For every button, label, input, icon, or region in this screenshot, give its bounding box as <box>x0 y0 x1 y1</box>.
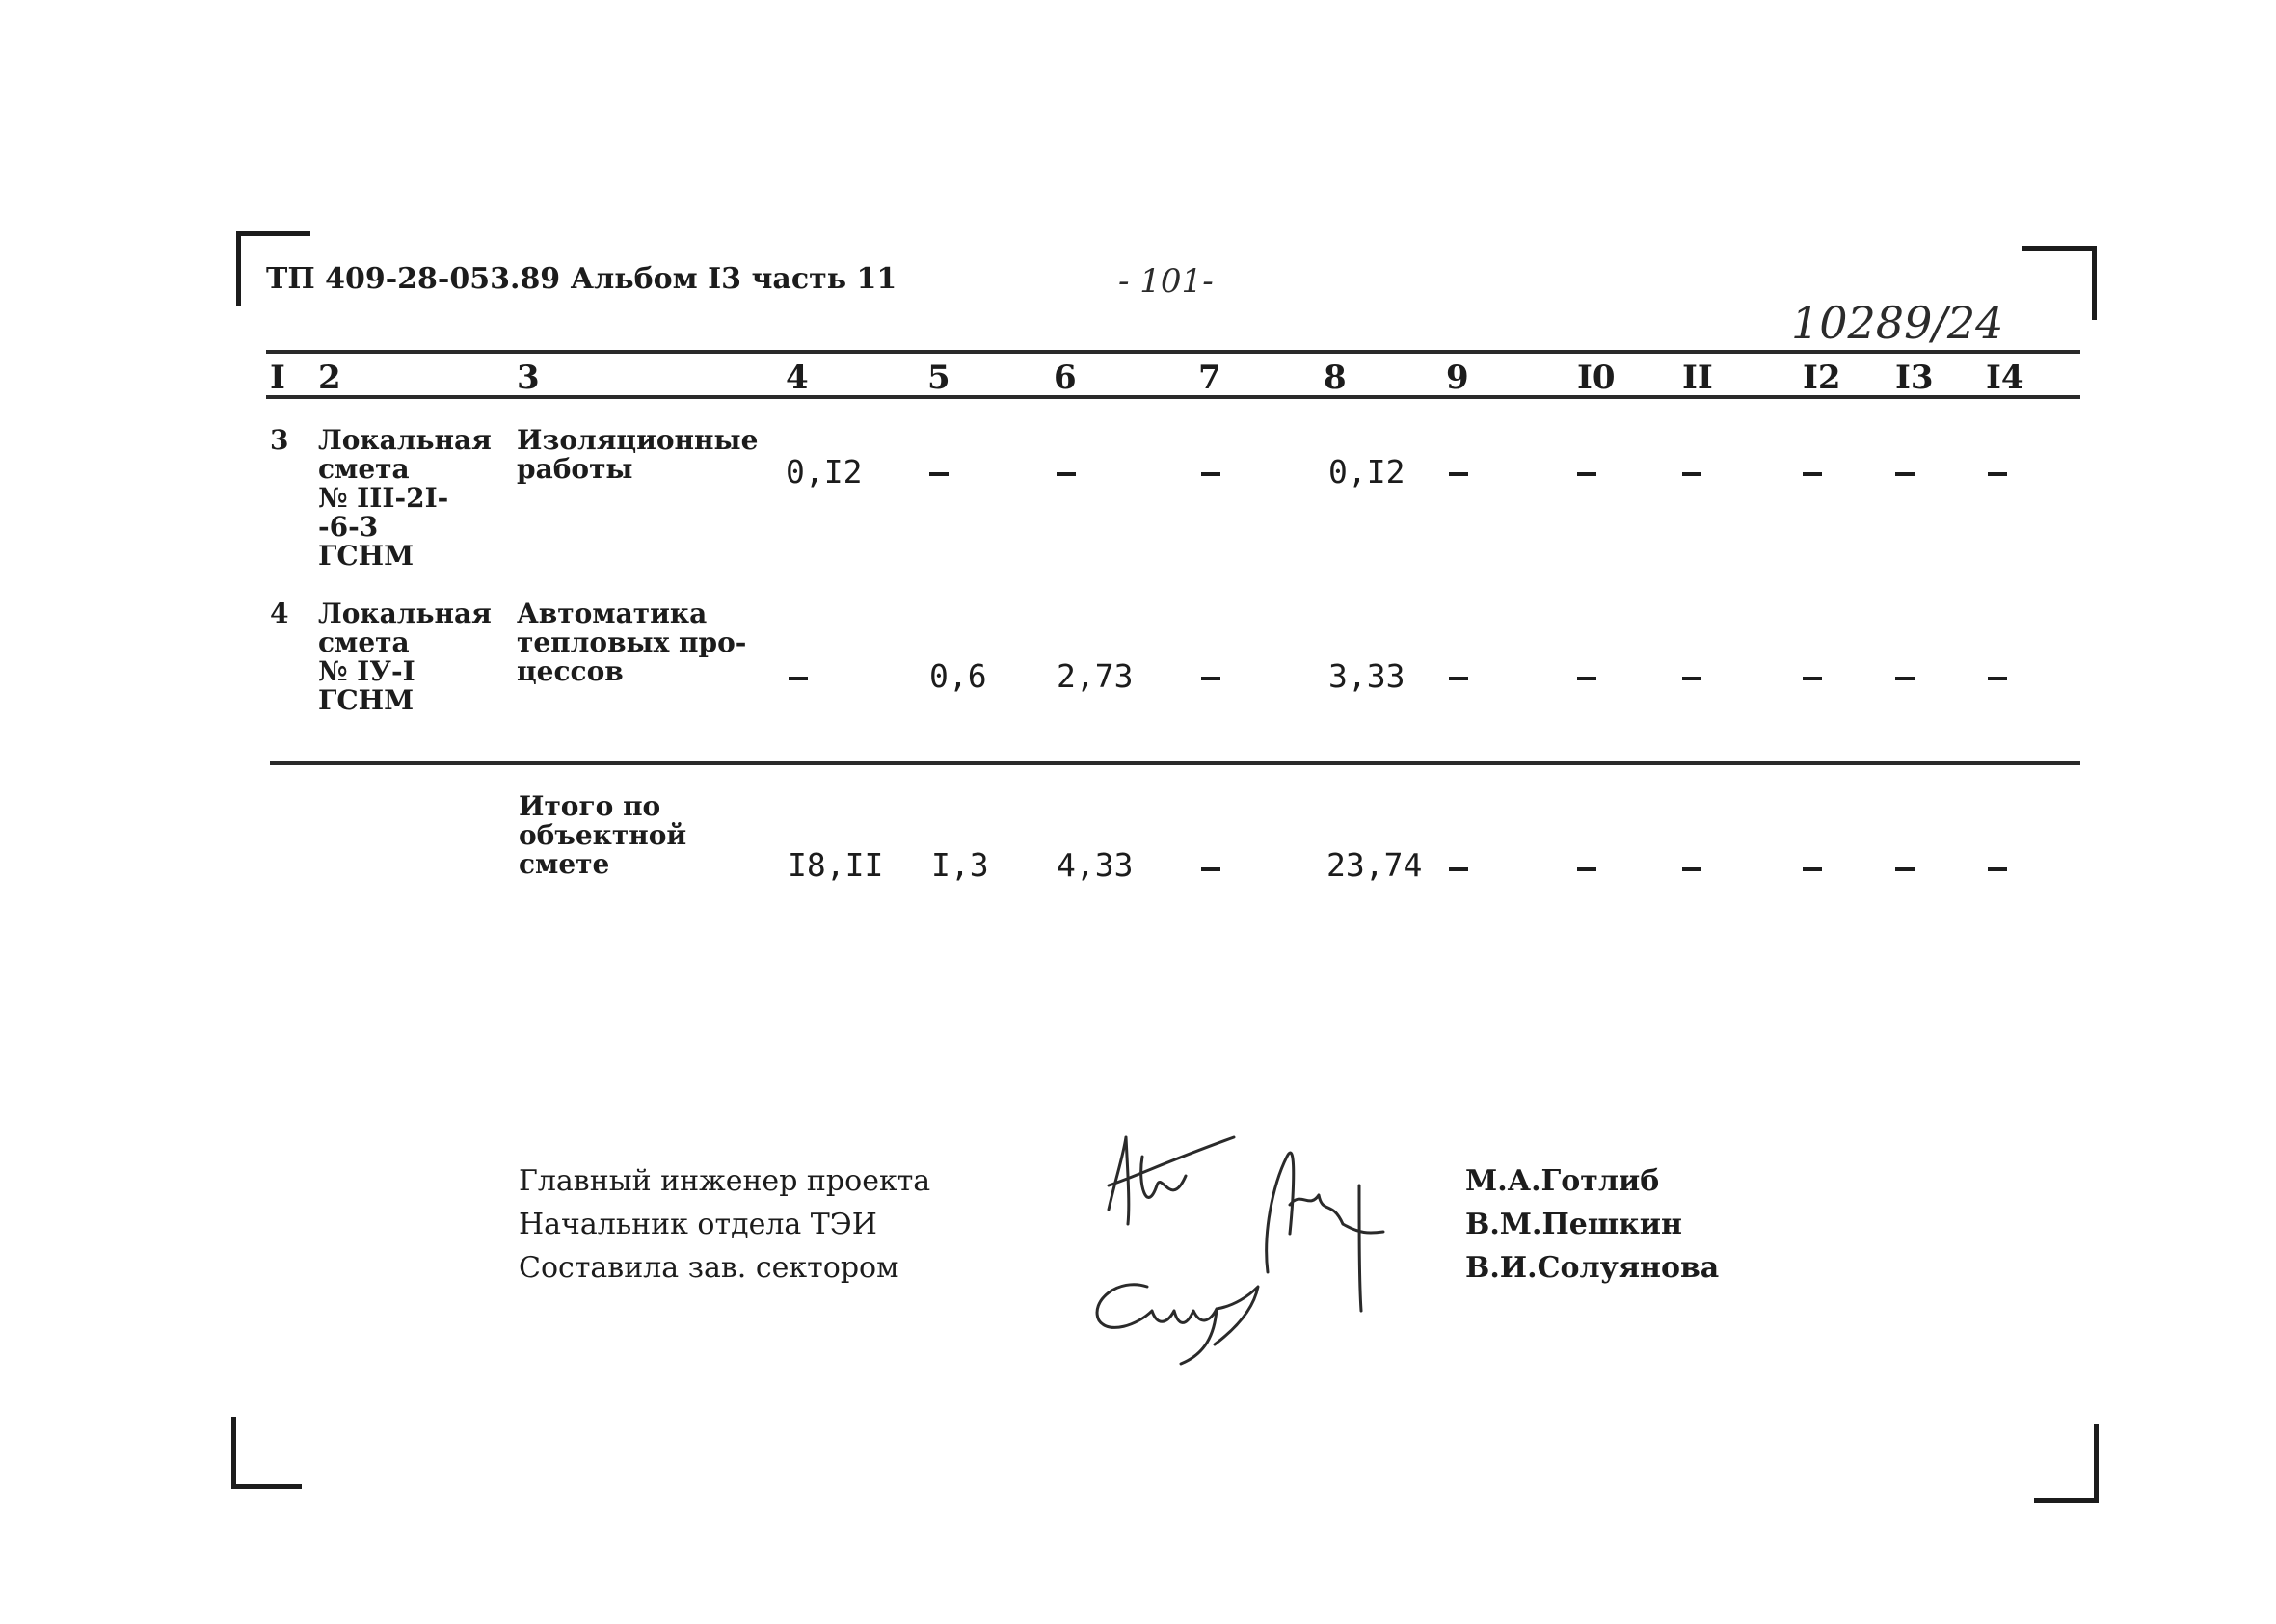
body-bottom-rule <box>270 761 2080 765</box>
total-col-5: I,3 <box>931 846 989 884</box>
text-line: Итого по <box>519 790 661 822</box>
empty-dash <box>1449 677 1468 680</box>
row-document-cell <box>318 599 492 715</box>
handwritten-signatures <box>1070 1118 1398 1369</box>
column-number: 9 <box>1446 359 1469 397</box>
empty-dash <box>1201 677 1220 680</box>
column-number: 8 <box>1324 359 1347 397</box>
text-line: Локальная <box>318 598 492 629</box>
column-number: 7 <box>1198 359 1221 397</box>
text-line: Автоматика <box>517 598 708 629</box>
text-line: работы <box>517 453 633 485</box>
empty-dash <box>1577 677 1596 680</box>
signature-soluyanova <box>1097 1285 1258 1364</box>
frame-corner-top-right <box>2022 246 2097 320</box>
text-line: объектной <box>519 819 687 851</box>
empty-dash <box>1201 472 1220 476</box>
row-index: 3 <box>270 424 289 456</box>
value-col-8: 0,I2 <box>1328 453 1406 491</box>
row-work-cell <box>517 426 758 484</box>
frame-corner-bottom-left <box>231 1417 302 1489</box>
name-department-head: В.М.Пешкин <box>1465 1208 1682 1241</box>
column-number: 5 <box>927 359 951 397</box>
role-compiler: Составила зав. сектором <box>519 1251 899 1285</box>
empty-dash <box>1057 472 1076 476</box>
column-number: 2 <box>318 359 341 397</box>
text-line: смета <box>318 453 410 485</box>
document-code: ТП 409-28-053.89 Альбом I3 часть 11 <box>266 262 897 296</box>
page-number: - 101- <box>1118 262 1214 301</box>
empty-dash <box>1803 472 1822 476</box>
empty-dash <box>1682 472 1701 476</box>
empty-dash <box>1895 867 1915 871</box>
signature-names <box>1465 1159 1719 1290</box>
empty-dash <box>929 472 949 476</box>
row-work-cell <box>517 599 746 686</box>
column-number: 3 <box>517 359 540 397</box>
table-top-rule <box>266 350 2080 354</box>
empty-dash <box>789 677 808 680</box>
total-col-4: I8,II <box>788 846 884 884</box>
value-col-8: 3,33 <box>1328 657 1406 695</box>
text-line: ГСНМ <box>318 684 415 716</box>
role-department-head: Начальник отдела ТЭИ <box>519 1208 877 1241</box>
column-number: I2 <box>1803 359 1841 397</box>
column-number: I3 <box>1895 359 1934 397</box>
empty-dash <box>1988 677 2007 680</box>
empty-dash <box>1682 867 1701 871</box>
signature-roles <box>519 1159 930 1290</box>
column-number: I4 <box>1986 359 2024 397</box>
empty-dash <box>1577 472 1596 476</box>
column-number: II <box>1682 359 1713 397</box>
empty-dash <box>1895 677 1915 680</box>
empty-dash <box>1895 472 1915 476</box>
text-line: Локальная <box>318 424 492 456</box>
text-line: Изоляционные <box>517 424 759 456</box>
signature-peshkin <box>1267 1153 1383 1311</box>
value-col-4: 0,I2 <box>786 453 863 491</box>
empty-dash <box>1988 867 2007 871</box>
empty-dash <box>1449 472 1468 476</box>
value-col-6: 2,73 <box>1057 657 1134 695</box>
column-number: 6 <box>1054 359 1077 397</box>
total-col-8: 23,74 <box>1326 846 1423 884</box>
name-compiler: В.И.Солуянова <box>1465 1251 1720 1285</box>
row-index: 4 <box>270 598 289 629</box>
text-line: ГСНМ <box>318 540 415 572</box>
text-line: смете <box>519 848 610 880</box>
row-document-cell <box>318 426 492 571</box>
empty-dash <box>1682 677 1701 680</box>
frame-corner-bottom-right <box>2034 1424 2099 1503</box>
empty-dash <box>1201 867 1220 871</box>
empty-dash <box>1577 867 1596 871</box>
signature-gotlib <box>1109 1137 1234 1224</box>
empty-dash <box>1803 677 1822 680</box>
total-col-6: 4,33 <box>1057 846 1134 884</box>
text-line: № IУ-I <box>318 655 415 687</box>
empty-dash <box>1988 472 2007 476</box>
column-number: I0 <box>1577 359 1616 397</box>
name-chief-engineer: М.А.Готлиб <box>1465 1164 1660 1198</box>
text-line: смета <box>318 626 410 658</box>
column-number: I <box>270 359 285 397</box>
text-line: тепловых про- <box>517 626 747 658</box>
empty-dash <box>1449 867 1468 871</box>
value-col-5: 0,6 <box>929 657 987 695</box>
archive-number: 10289/24 <box>1791 297 2004 349</box>
text-line: цессов <box>517 655 624 687</box>
empty-dash <box>1803 867 1822 871</box>
role-chief-engineer: Главный инженер проекта <box>519 1164 931 1198</box>
text-line: № III-2I- <box>318 482 449 514</box>
total-label <box>519 792 686 879</box>
text-line: -6-3 <box>318 511 379 543</box>
column-number: 4 <box>786 359 809 397</box>
